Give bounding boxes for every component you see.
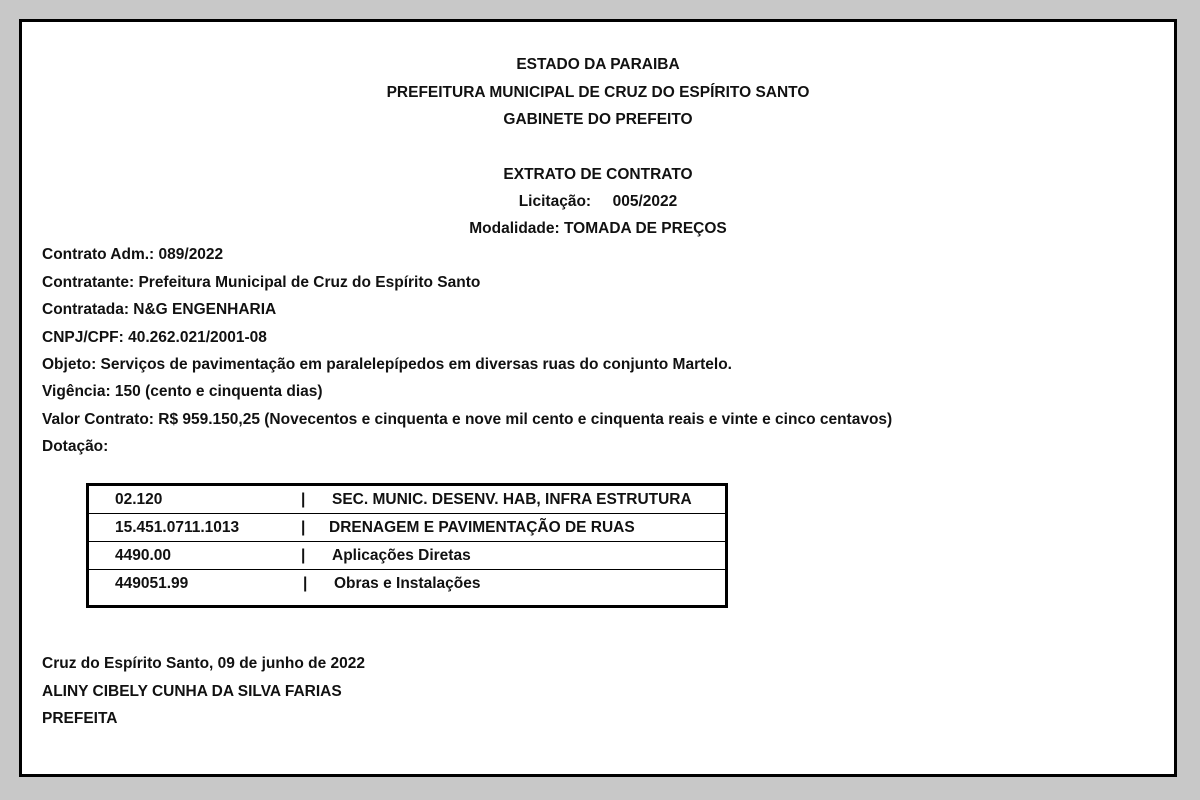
signatory-name: ALINY CIBELY CUNHA DA SILVA FARIAS: [42, 683, 342, 700]
dotacao-table: [86, 483, 728, 608]
dotacao-code: 449051.99: [115, 575, 189, 592]
table-row: [89, 542, 725, 570]
contratante-line: Contratante: Prefeitura Municipal de Cruz do Espírito Santo: [42, 274, 481, 291]
column-separator: |: [301, 491, 306, 508]
contrato-line: Contrato Adm.: 089/2022: [42, 246, 224, 263]
vigencia-line: Vigência: 150 (cento e cinquenta dias): [42, 383, 323, 400]
column-separator: |: [301, 547, 306, 564]
state-heading: ESTADO DA PARAIBA: [516, 56, 680, 73]
signatory-role: PREFEITA: [42, 710, 118, 727]
table-row: [89, 486, 725, 514]
objeto-line: Objeto: Serviços de pavimentação em paralelepípedos em diversas ruas do conjunto Martelo.: [42, 356, 732, 373]
dotacao-code: 15.451.0711.1013: [115, 519, 240, 536]
dotacao-description: SEC. MUNIC. DESENV. HAB, INFRA ESTRUTURA: [332, 491, 692, 508]
office-heading: GABINETE DO PREFEITO: [503, 111, 693, 128]
dotacao-description: DRENAGEM E PAVIMENTAÇÃO DE RUAS: [329, 519, 635, 536]
cnpj-line: CNPJ/CPF: 40.262.021/2001-08: [42, 329, 267, 346]
municipality-heading: PREFEITURA MUNICIPAL DE CRUZ DO ESPÍRITO SANTO: [386, 84, 810, 101]
dotacao-code: 4490.00: [115, 547, 172, 564]
contratada-line: Contratada: N&G ENGENHARIA: [42, 301, 277, 318]
place-date-line: Cruz do Espírito Santo, 09 de junho de 2022: [42, 655, 365, 672]
licitacao-line: Licitação: 005/2022: [518, 193, 678, 210]
document-title: EXTRATO DE CONTRATO: [503, 166, 693, 183]
valor-line: Valor Contrato: R$ 959.150,25 (Novecentos e cinquenta e nove mil cento e cinquenta reais e vinte e cinco centavos): [42, 411, 893, 428]
table-row: [89, 514, 725, 542]
dotacao-description: Obras e Instalações: [334, 575, 481, 592]
dotacao-description: Aplicações Diretas: [332, 547, 471, 564]
dotacao-code: 02.120: [115, 491, 163, 508]
modalidade-line: Modalidade: TOMADA DE PREÇOS: [469, 220, 727, 237]
table-row: [89, 570, 725, 597]
dotacao-label: Dotação:: [42, 438, 109, 455]
contract-extract-document: [19, 19, 1177, 777]
column-separator: |: [301, 519, 306, 536]
column-separator: |: [303, 575, 308, 592]
